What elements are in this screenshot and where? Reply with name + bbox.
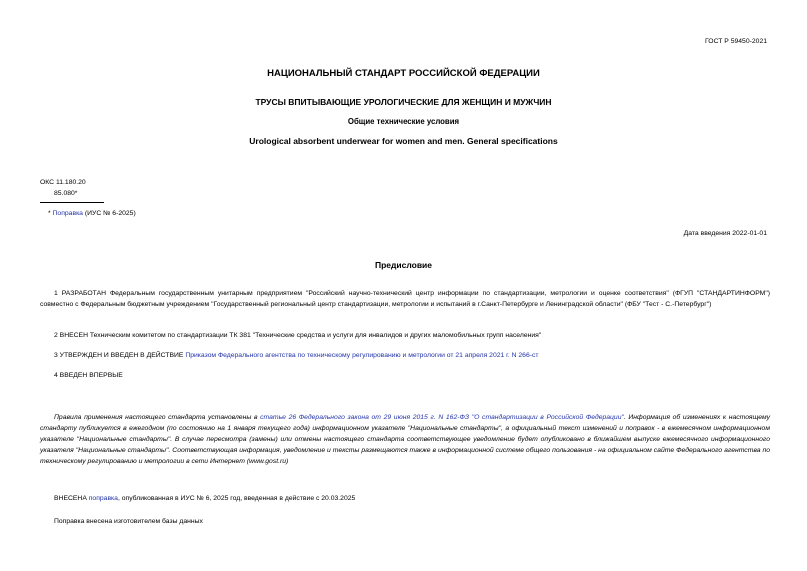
standard-title-en: Urological absorbent underwear for women and men. General specifications xyxy=(249,136,558,146)
amendment-link[interactable]: Поправка xyxy=(52,210,83,217)
standard-subtitle-ru: Общие технические условия xyxy=(347,117,460,126)
secondary-code: 85.080* xyxy=(54,190,78,197)
preface-item-2: 2 ВНЕСЕН Техническим комитетом по стандартизации ТК 381 "Технические средства и услуги для инвалидов и других маломобильных групп населения" xyxy=(54,332,542,339)
footnote-mark: * xyxy=(48,210,51,217)
preface-item-3 xyxy=(40,350,770,361)
amendment-inline-link[interactable]: поправка xyxy=(88,495,118,502)
standard-title-ru: ТРУСЫ ВПИТЫВАЮЩИЕ УРОЛОГИЧЕСКИЕ ДЛЯ ЖЕНЩИН И МУЖЧИН xyxy=(255,97,552,107)
footnote-text: (ИУС № 6-2025) xyxy=(84,210,136,217)
footnote-divider xyxy=(40,202,104,203)
amendment-line xyxy=(40,493,770,504)
order-link[interactable]: Приказом Федерального агентства по техническому регулированию и метрологии от 21 апреля 2021 г. N 266-ст xyxy=(185,352,539,359)
preface-heading: Предисловие xyxy=(374,260,433,270)
rules-text-2: . Информация об изменениях к настоящему стандарту публикуется в ежегодном (по состоянию на 1 января текущего года) информационном указателе "Национальные стандарты", а официальный текст изменений и поправок - в ежемесячном информационном указателе "Национальные стандарты". В случае пересмотра (замены) или отмены настоящего стандарта соответствующее уведомление будет опубликовано в ближайшем выпуске ежемесячного информационного указателя "Национальные стандарты". Соответствующая информация, уведомление и тексты размещаются также в информационной системе общего пользования - на официальном сайте Федерального агентства по техническому регулированию и метрологии в сети Интернет (www.gost.ru) xyxy=(40,414,770,465)
rules-paragraph xyxy=(40,412,770,467)
intro-date: Дата введения 2022-01-01 xyxy=(683,230,767,237)
amendment-prefix: ВНЕСЕНА xyxy=(54,495,87,502)
national-standard-heading: НАЦИОНАЛЬНЫЙ СТАНДАРТ РОССИЙСКОЙ ФЕДЕРАЦИИ xyxy=(267,68,540,79)
rules-text-1: Правила применения настоящего стандарта установлены в xyxy=(54,414,258,421)
preface-item-3-text: 3 УТВЕРЖДЕН И ВВЕДЕН В ДЕЙСТВИЕ xyxy=(54,352,184,359)
oks-code: ОКС 11.180.20 xyxy=(40,179,86,186)
footnote xyxy=(48,208,136,219)
amendment-rest: , опубликованная в ИУС № 6, 2025 год, введенная в действие с 20.03.2025 xyxy=(117,495,356,502)
doc-code: ГОСТ Р 59450-2021 xyxy=(704,38,767,45)
preface-item-4: 4 ВВЕДЕН ВПЕРВЫЕ xyxy=(54,372,123,379)
amendment-note: Поправка внесена изготовителем базы данных xyxy=(54,518,203,525)
preface-item-1: 1 РАЗРАБОТАН Федеральным государственным унитарным предприятием "Российский научно-технический центр информации по стандартизации, метрологии и оценке соответствия" (ФГУП "СТАНДАРТИНФОРМ") совместно с Федеральным бюджетным учреждением "Государственный региональный центр стандартизации, метрологии и испытаний в г.Санкт-Петербурге и Ленинградской области" (ФБУ "Тест - С.-Петербург") xyxy=(40,290,770,308)
federal-law-link[interactable]: статье 26 Федерального закона от 29 июня 2015 г. N 162-ФЗ "О стандартизации в Российской Федерации" xyxy=(260,414,624,421)
